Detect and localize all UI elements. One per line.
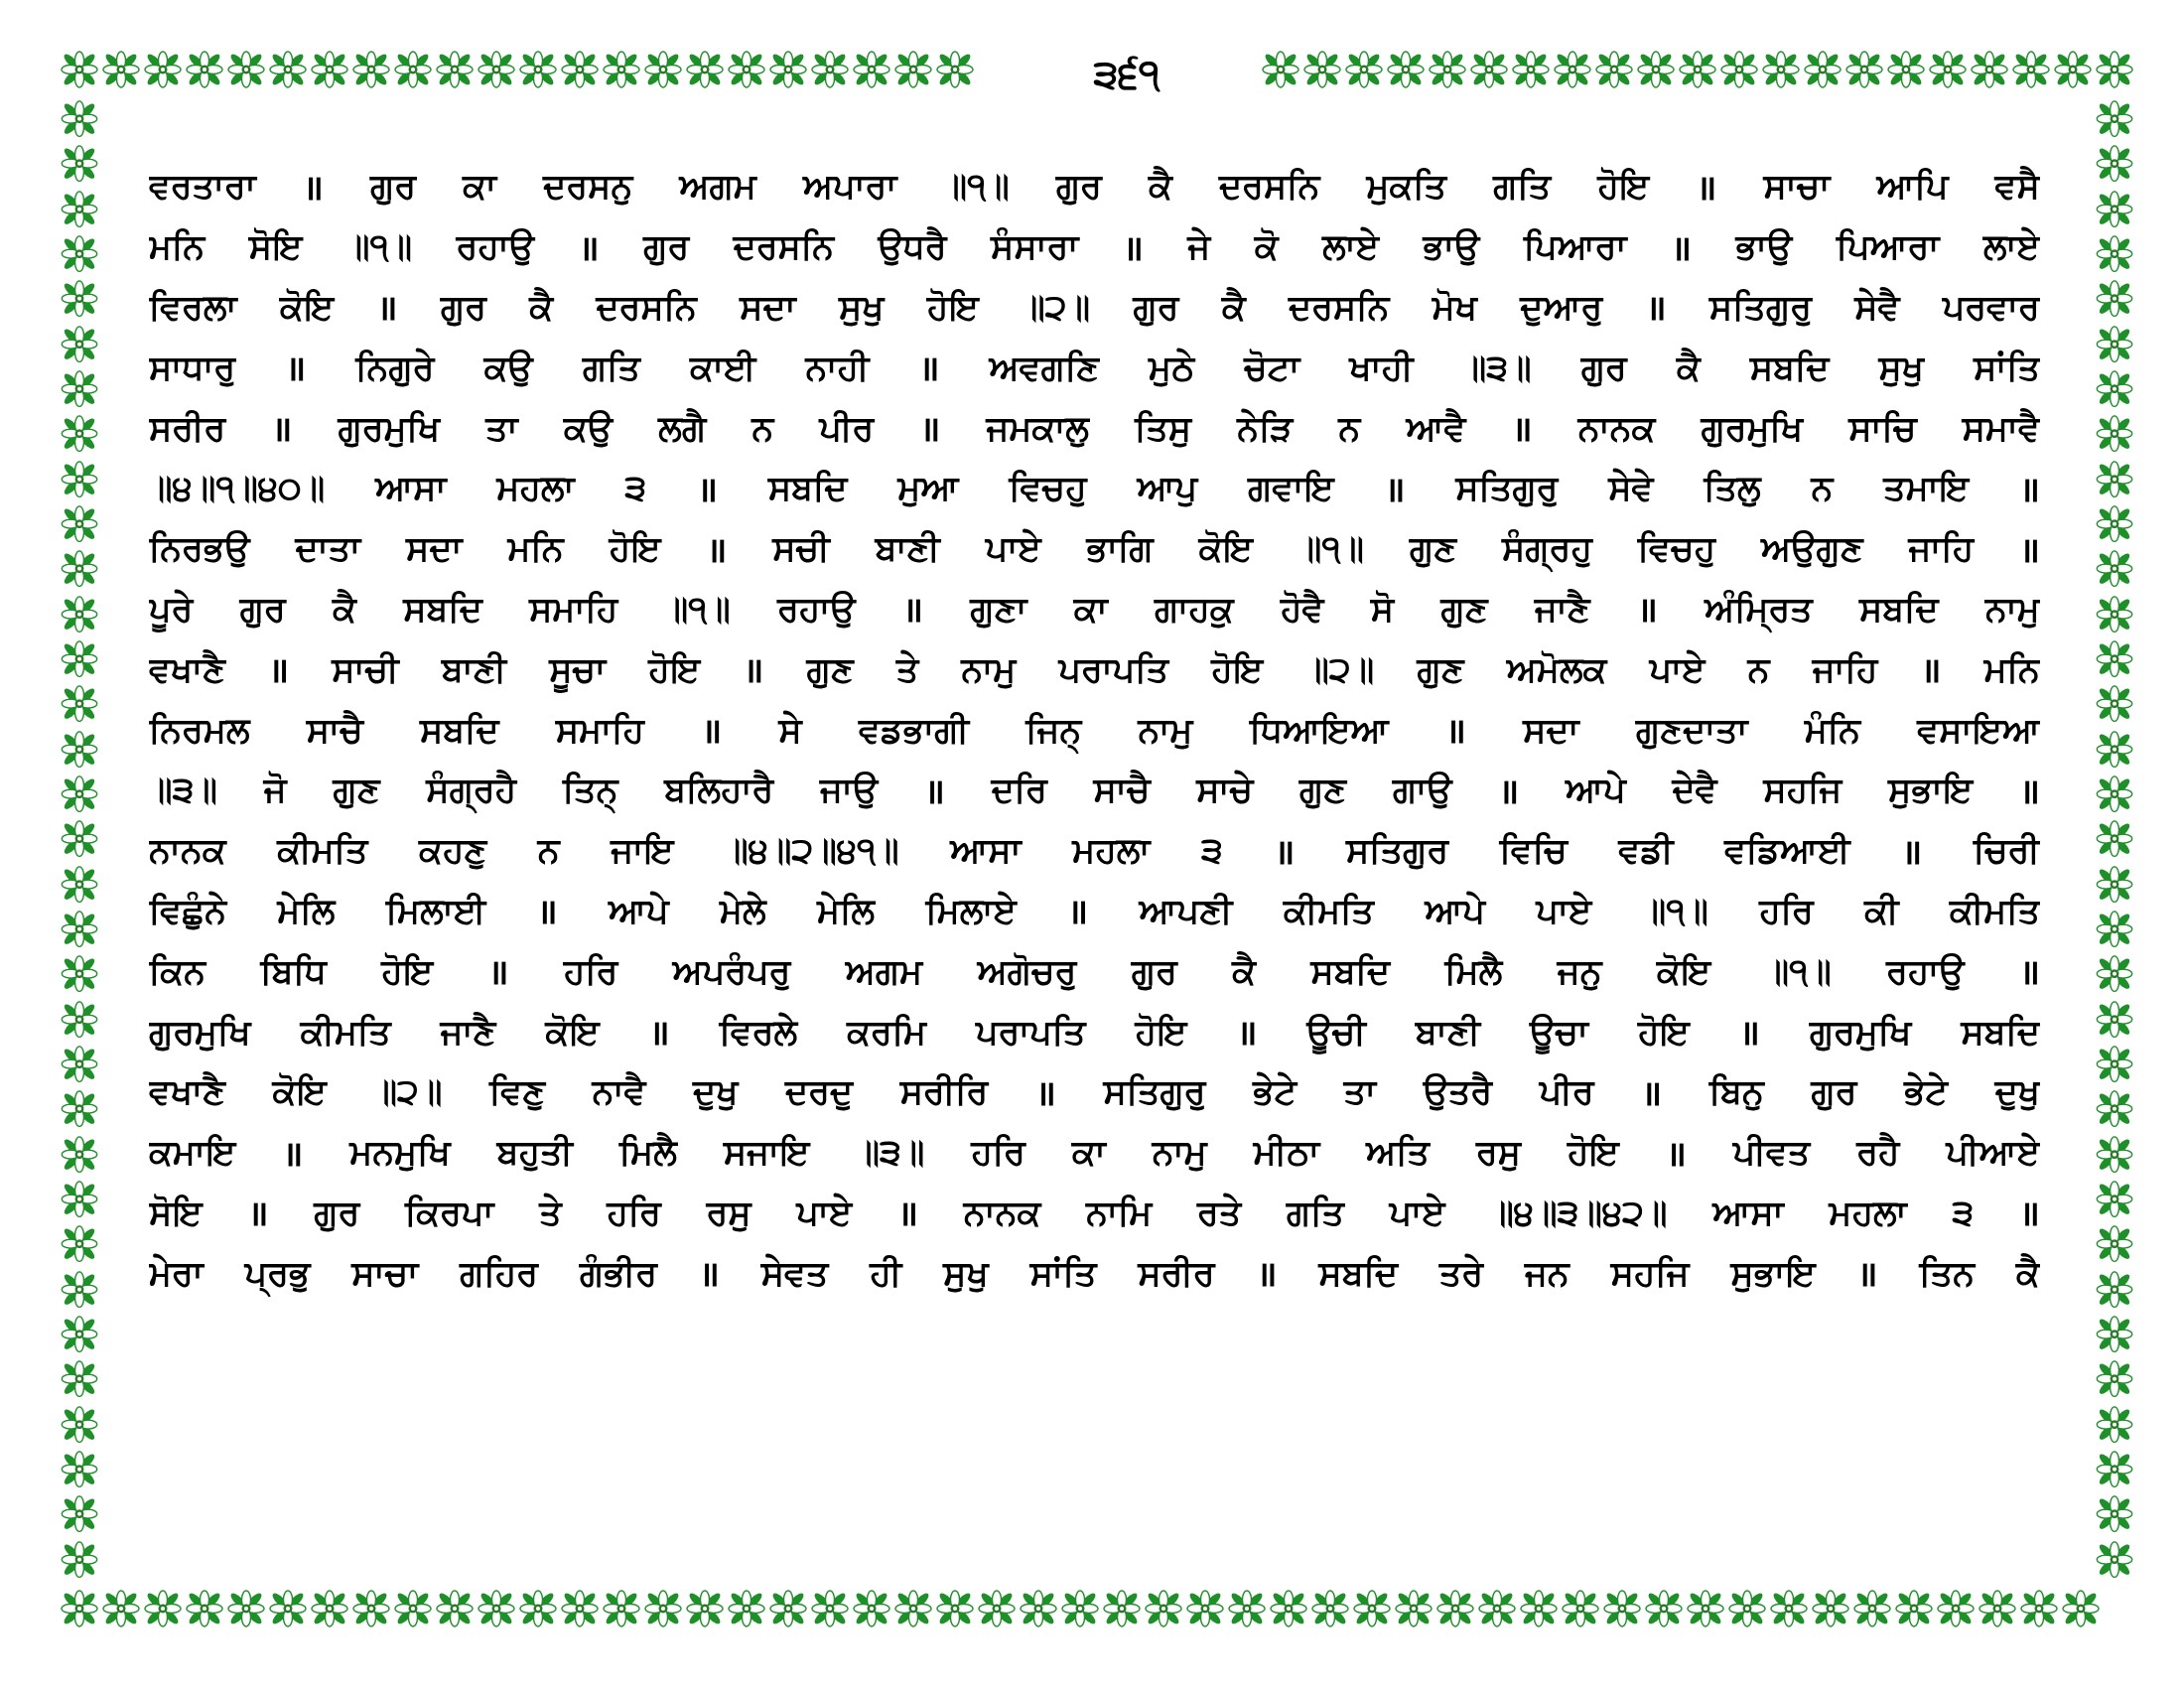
green-flower-icon <box>60 1589 99 1628</box>
green-flower-icon <box>602 1589 641 1628</box>
text-line: ਕਿਨ ਬਿਧਿ ਹੋਇ ॥ ਹਰਿ ਅਪਰੰਪਰੁ ਅਗਮ ਅਗੋਚਰੁ ਗੁਰ ਕੈ ਸਬਦਿ ਮਿਲੈ ਜਨੁ ਕੋਇ ॥੧॥ ਰਹਾਉ ॥ <box>149 951 2040 994</box>
green-flower-icon <box>60 1494 99 1533</box>
green-flower-icon <box>60 460 99 498</box>
green-flower-icon <box>2095 1000 2134 1039</box>
green-flower-icon <box>60 774 99 813</box>
green-flower-icon <box>1469 50 1509 89</box>
green-flower-icon <box>60 954 99 993</box>
green-flower-icon <box>2095 144 2134 183</box>
green-flower-icon <box>1553 50 1592 89</box>
green-flower-icon <box>768 50 808 89</box>
border-right <box>2095 99 2134 1579</box>
green-flower-icon <box>60 369 99 408</box>
green-flower-icon <box>1978 1589 2017 1628</box>
green-flower-icon <box>1636 50 1676 89</box>
green-flower-icon <box>685 1589 725 1628</box>
text-line: ਵਿਰਲਾ ਕੋਇ ॥ ਗੁਰ ਕੈ ਦਰਸਨਿ ਸਦਾ ਸੁਖੁ ਹੋਇ ॥੨॥ ਗੁਰ ਕੈ ਦਰਸਨਿ ਮੋਖ ਦੁਆਰੁ ॥ ਸਤਿਗੁਰੁ ਸੇਵੈ ਪਰਵਾਰ <box>149 287 2040 330</box>
green-flower-icon <box>2019 1589 2059 1628</box>
green-flower-icon <box>2095 1045 2134 1083</box>
text-line: ਗੁਰਮੁਖਿ ਕੀਮਤਿ ਜਾਣੈ ਕੋਇ ॥ ਵਿਰਲੇ ਕਰਮਿ ਪਰਾਪਤਿ ਹੋਇ ॥ ਊਚੀ ਬਾਣੀ ਊਚਾ ਹੋਇ ॥ ਗੁਰਮੁਖਿ ਸਬਦਿ <box>149 1012 2040 1055</box>
green-flower-icon <box>2095 910 2134 948</box>
green-flower-icon <box>60 1089 99 1128</box>
green-flower-icon <box>893 50 933 89</box>
green-flower-icon <box>2095 1494 2134 1533</box>
green-flower-icon <box>518 1589 558 1628</box>
text-line: ਵਖਾਣੈ ॥ ਸਾਚੀ ਬਾਣੀ ਸੂਚਾ ਹੋਇ ॥ ਗੁਣ ਤੇ ਨਾਮੁ ਪਰਾਪਤਿ ਹੋਇ ॥੨॥ ਗੁਣ ਅਮੋਲਕ ਪਾਏ ਨ ਜਾਹਿ ॥ ਮਨਿ <box>149 649 2040 692</box>
green-flower-icon <box>2095 1089 2134 1128</box>
green-flower-icon <box>518 50 558 89</box>
green-flower-icon <box>1561 1589 1600 1628</box>
green-flower-icon <box>60 819 99 858</box>
green-flower-icon <box>2095 279 2134 318</box>
green-flower-icon <box>2095 1359 2134 1398</box>
green-flower-icon <box>852 50 891 89</box>
green-flower-icon <box>1019 1589 1058 1628</box>
green-flower-icon <box>2095 1224 2134 1263</box>
text-line: ਵਖਾਣੈ ਕੋਇ ॥੨॥ ਵਿਣੁ ਨਾਵੈ ਦੁਖੁ ਦਰਦੁ ਸਰੀਰਿ ॥ ਸਤਿਗੁਰੁ ਭੇਟੇ ਤਾ ਉਤਰੈ ਪੀਰ ॥ ਬਿਨੁ ਗੁਰ ਭੇਟੇ ਦੁਖੁ <box>149 1072 2040 1114</box>
green-flower-icon <box>727 50 766 89</box>
green-flower-icon <box>1261 50 1300 89</box>
green-flower-icon <box>768 1589 808 1628</box>
green-flower-icon <box>1936 1589 1976 1628</box>
text-line: ਸਰੀਰ ॥ ਗੁਰਮੁਖਿ ਤਾ ਕਉ ਲਗੈ ਨ ਪੀਰ ॥ ਜਮਕਾਲੁ ਤਿਸੁ ਨੇੜਿ ਨ ਆਵੈ ॥ ਨਾਨਕ ਗੁਰਮੁਖਿ ਸਾਚਿ ਸਮਾਵੈ <box>149 408 2040 451</box>
green-flower-icon <box>60 1180 99 1218</box>
green-flower-icon <box>2095 1270 2134 1309</box>
green-flower-icon <box>60 910 99 948</box>
green-flower-icon <box>143 1589 183 1628</box>
green-flower-icon <box>435 1589 475 1628</box>
green-flower-icon <box>1185 1589 1225 1628</box>
scripture-text <box>149 157 2040 1304</box>
green-flower-icon <box>1727 1589 1767 1628</box>
green-flower-icon <box>60 639 99 678</box>
green-flower-icon <box>560 1589 600 1628</box>
green-flower-icon <box>977 1589 1017 1628</box>
green-flower-icon <box>1302 50 1342 89</box>
green-flower-icon <box>2095 1540 2134 1579</box>
green-flower-icon <box>1144 1589 1183 1628</box>
green-flower-icon <box>2095 1180 2134 1218</box>
green-flower-icon <box>226 1589 266 1628</box>
text-line: ਵਰਤਾਰਾ ॥ ਗੁਰ ਕਾ ਦਰਸਨੁ ਅਗਮ ਅਪਾਰਾ ॥੧॥ ਗੁਰ ਕੈ ਦਰਸਨਿ ਮੁਕਤਿ ਗਤਿ ਹੋਇ ॥ ਸਾਚਾ ਆਪਿ ਵਸੈ <box>149 167 2040 209</box>
green-flower-icon <box>1102 1589 1142 1628</box>
text-line: ॥੪॥੧॥੪੦॥ ਆਸਾ ਮਹਲਾ ੩ ॥ ਸਬਦਿ ਮੁਆ ਵਿਚਹੁ ਆਪੁ ਗਵਾਇ ॥ ਸਤਿਗੁਰੁ ਸੇਵੇ ਤਿਲੁ ਨ ਤਮਾਇ ॥ <box>149 469 2040 510</box>
text-line: ਨਾਨਕ ਕੀਮਤਿ ਕਹਣੁ ਨ ਜਾਇ ॥੪॥੨॥੪੧॥ ਆਸਾ ਮਹਲਾ ੩ ॥ ਸਤਿਗੁਰ ਵਿਚਿ ਵਡੀ ਵਡਿਆਈ ॥ ਚਿਰੀ <box>149 831 2040 873</box>
text-line: ਮੇਰਾ ਪ੍ਰਭੁ ਸਾਚਾ ਗਹਿਰ ਗੰਭੀਰ ॥ ਸੇਵਤ ਹੀ ਸੁਖੁ ਸਾਂਤਿ ਸਰੀਰ ॥ ਸਬਦਿ ਤਰੇ ਜਨ ਸਹਜਿ ਸੁਭਾਇ ॥ ਤਿਨ ਕੈ <box>149 1253 2040 1296</box>
green-flower-icon <box>60 325 99 363</box>
green-flower-icon <box>2095 595 2134 633</box>
green-flower-icon <box>1803 50 1843 89</box>
green-flower-icon <box>1844 50 1884 89</box>
green-flower-icon <box>477 1589 516 1628</box>
green-flower-icon <box>268 50 308 89</box>
green-flower-icon <box>351 50 391 89</box>
green-flower-icon <box>2095 819 2134 858</box>
green-flower-icon <box>60 99 99 138</box>
green-flower-icon <box>101 50 141 89</box>
green-flower-icon <box>2095 504 2134 543</box>
green-flower-icon <box>393 1589 433 1628</box>
green-flower-icon <box>810 50 850 89</box>
green-flower-icon <box>185 50 224 89</box>
green-flower-icon <box>2095 865 2134 904</box>
green-flower-icon <box>1344 50 1384 89</box>
green-flower-icon <box>60 595 99 633</box>
green-flower-icon <box>60 1359 99 1398</box>
green-flower-icon <box>643 1589 683 1628</box>
border-bottom <box>60 1589 2134 1628</box>
green-flower-icon <box>2095 1315 2134 1353</box>
green-flower-icon <box>810 1589 850 1628</box>
border-top-left <box>60 50 1067 89</box>
green-flower-icon <box>60 1135 99 1174</box>
green-flower-icon <box>60 1045 99 1083</box>
green-flower-icon <box>60 865 99 904</box>
page-number: ੩੬੧ <box>1093 52 1160 97</box>
green-flower-icon <box>435 50 475 89</box>
green-flower-icon <box>1386 50 1426 89</box>
green-flower-icon <box>2095 414 2134 453</box>
green-flower-icon <box>727 1589 766 1628</box>
green-flower-icon <box>2095 190 2134 228</box>
green-flower-icon <box>143 50 183 89</box>
green-flower-icon <box>1719 50 1759 89</box>
green-flower-icon <box>60 234 99 273</box>
green-flower-icon <box>893 1589 933 1628</box>
green-flower-icon <box>60 1450 99 1488</box>
green-flower-icon <box>60 190 99 228</box>
text-line: ਸਾਧਾਰੁ ॥ ਨਿਗੁਰੇ ਕਉ ਗਤਿ ਕਾਈ ਨਾਹੀ ॥ ਅਵਗਣਿ ਮੁਠੇ ਚੋਟਾ ਖਾਹੀ ॥੩॥ ਗੁਰ ਕੈ ਸਬਦਿ ਸੁਖੁ ਸਾਂਤਿ <box>149 348 2040 390</box>
green-flower-icon <box>226 50 266 89</box>
green-flower-icon <box>560 50 600 89</box>
green-flower-icon <box>185 1589 224 1628</box>
green-flower-icon <box>1769 1589 1809 1628</box>
text-line: ਮਨਿ ਸੋਇ ॥੧॥ ਰਹਾਉ ॥ ਗੁਰ ਦਰਸਨਿ ਉਧਰੈ ਸੰਸਾਰਾ ॥ ਜੇ ਕੋ ਲਾਏ ਭਾਉ ਪਿਆਰਾ ॥ ਭਾਉ ਪਿਆਰਾ ਲਾਏ <box>149 227 2040 269</box>
green-flower-icon <box>60 50 99 89</box>
text-line: ਕਮਾਇ ॥ ਮਨਮੁਖਿ ਬਹੁਤੀ ਮਿਲੈ ਸਜਾਇ ॥੩॥ ਹਰਿ ਕਾ ਨਾਮੁ ਮੀਠਾ ਅਤਿ ਰਸੁ ਹੋਇ ॥ ਪੀਵਤ ਰਹੈ ਪੀਆਏ <box>149 1133 2040 1175</box>
green-flower-icon <box>2095 99 2134 138</box>
green-flower-icon <box>643 50 683 89</box>
green-flower-icon <box>60 1270 99 1309</box>
text-line: ਵਿਛੁੰਨੇ ਮੇਲਿ ਮਿਲਾਈ ॥ ਆਪੇ ਮੇਲੇ ਮੇਲਿ ਮਿਲਾਏ ॥ ਆਪਣੀ ਕੀਮਤਿ ਆਪੇ ਪਾਏ ॥੧॥ ਹਰਿ ਕੀ ਕੀਮਤਿ <box>149 891 2040 933</box>
green-flower-icon <box>60 684 99 723</box>
green-flower-icon <box>2095 460 2134 498</box>
green-flower-icon <box>393 50 433 89</box>
green-flower-icon <box>1602 1589 1642 1628</box>
green-flower-icon <box>2095 774 2134 813</box>
green-flower-icon <box>268 1589 308 1628</box>
green-flower-icon <box>351 1589 391 1628</box>
green-flower-icon <box>1394 1589 1433 1628</box>
green-flower-icon <box>1686 1589 1725 1628</box>
green-flower-icon <box>477 50 516 89</box>
green-flower-icon <box>2053 50 2093 89</box>
text-line: ਨਿਰਭਉ ਦਾਤਾ ਸਦਾ ਮਨਿ ਹੋਇ ॥ ਸਚੀ ਬਾਣੀ ਪਾਏ ਭਾਗਿ ਕੋਇ ॥੧॥ ਗੁਣ ਸੰਗ੍ਰਹੁ ਵਿਚਹੁ ਅਉਗੁਣ ਜਾਹਿ ॥ <box>149 529 2040 571</box>
green-flower-icon <box>852 1589 891 1628</box>
green-flower-icon <box>602 50 641 89</box>
green-flower-icon <box>60 144 99 183</box>
green-flower-icon <box>1435 1589 1475 1628</box>
green-flower-icon <box>935 1589 975 1628</box>
text-line: ਪੂਰੇ ਗੁਰ ਕੈ ਸਬਦਿ ਸਮਾਹਿ ॥੧॥ ਰਹਾਉ ॥ ਗੁਣਾ ਕਾ ਗਾਹਕੁ ਹੋਵੈ ਸੋ ਗੁਣ ਜਾਣੈ ॥ ਅੰਮ੍ਰਿਤ ਸਬਦਿ ਨਾਮੁ <box>149 589 2040 632</box>
text-line: ਸੋਇ ॥ ਗੁਰ ਕਿਰਪਾ ਤੇ ਹਰਿ ਰਸੁ ਪਾਏ ॥ ਨਾਨਕ ਨਾਮਿ ਰਤੇ ਗਤਿ ਪਾਏ ॥੪॥੩॥੪੨॥ ਆਸਾ ਮਹਲਾ ੩ ॥ <box>149 1193 2040 1235</box>
green-flower-icon <box>1970 50 2009 89</box>
green-flower-icon <box>1811 1589 1850 1628</box>
green-flower-icon <box>60 1540 99 1579</box>
green-flower-icon <box>60 414 99 453</box>
green-flower-icon <box>60 279 99 318</box>
green-flower-icon <box>2095 954 2134 993</box>
green-flower-icon <box>1428 50 1467 89</box>
green-flower-icon <box>1352 1589 1392 1628</box>
green-flower-icon <box>2095 234 2134 273</box>
green-flower-icon <box>1594 50 1634 89</box>
border-left <box>60 99 99 1579</box>
green-flower-icon <box>2011 50 2051 89</box>
green-flower-icon <box>2095 549 2134 588</box>
green-flower-icon <box>1928 50 1968 89</box>
green-flower-icon <box>60 504 99 543</box>
green-flower-icon <box>1511 50 1551 89</box>
green-flower-icon <box>2095 639 2134 678</box>
green-flower-icon <box>1477 1589 1517 1628</box>
green-flower-icon <box>1310 1589 1350 1628</box>
green-flower-icon <box>1886 50 1926 89</box>
text-line: ਨਿਰਮਲ ਸਾਚੈ ਸਬਦਿ ਸਮਾਹਿ ॥ ਸੇ ਵਡਭਾਗੀ ਜਿਨ੍ ਨਾਮੁ ਧਿਆਇਆ ॥ ਸਦਾ ਗੁਣਦਾਤਾ ਮੰਨਿ ਵਸਾਇਆ <box>149 710 2040 753</box>
green-flower-icon <box>1852 1589 1892 1628</box>
green-flower-icon <box>2095 1405 2134 1444</box>
green-flower-icon <box>1060 1589 1100 1628</box>
green-flower-icon <box>1644 1589 1684 1628</box>
green-flower-icon <box>1519 1589 1559 1628</box>
green-flower-icon <box>685 50 725 89</box>
green-flower-icon <box>1894 1589 1934 1628</box>
green-flower-icon <box>2095 730 2134 769</box>
green-flower-icon <box>60 1224 99 1263</box>
green-flower-icon <box>1227 1589 1267 1628</box>
green-flower-icon <box>60 1315 99 1353</box>
green-flower-icon <box>310 50 349 89</box>
green-flower-icon <box>60 1000 99 1039</box>
border-top-right <box>1181 50 2134 89</box>
green-flower-icon <box>101 1589 141 1628</box>
green-flower-icon <box>60 549 99 588</box>
text-line: ॥੩॥ ਜੋ ਗੁਣ ਸੰਗ੍ਰਹੈ ਤਿਨ੍ ਬਲਿਹਾਰੈ ਜਾਉ ॥ ਦਰਿ ਸਾਚੈ ਸਾਚੇ ਗੁਣ ਗਾਉ ॥ ਆਪੇ ਦੇਵੈ ਸਹਜਿ ਸੁਭਾਇ ॥ <box>149 771 2040 812</box>
green-flower-icon <box>2095 1450 2134 1488</box>
green-flower-icon <box>60 1405 99 1444</box>
green-flower-icon <box>1761 50 1801 89</box>
green-flower-icon <box>2095 369 2134 408</box>
green-flower-icon <box>1678 50 1717 89</box>
green-flower-icon <box>935 50 975 89</box>
green-flower-icon <box>1269 1589 1308 1628</box>
green-flower-icon <box>2095 325 2134 363</box>
green-flower-icon <box>2095 684 2134 723</box>
green-flower-icon <box>2095 1135 2134 1174</box>
green-flower-icon <box>310 1589 349 1628</box>
green-flower-icon <box>2095 50 2134 89</box>
green-flower-icon <box>2061 1589 2101 1628</box>
green-flower-icon <box>60 730 99 769</box>
